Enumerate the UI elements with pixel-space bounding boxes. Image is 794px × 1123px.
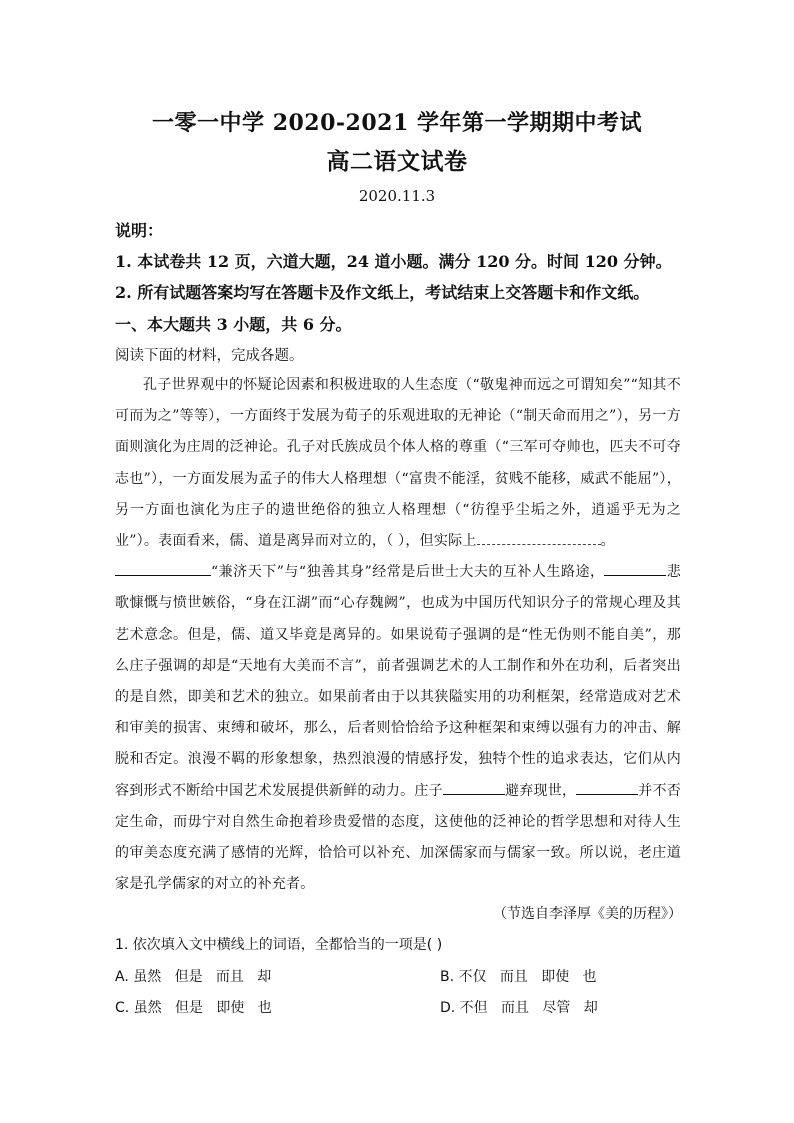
passage-text: “兼济天下”与“独善其身”经常是后世士大夫的互补人生路途， xyxy=(211,564,605,581)
option-c[interactable]: C. 虽然 但是 即使 也 xyxy=(115,1000,272,1016)
option-d[interactable]: D. 不但 而且 尽管 却 xyxy=(440,1000,598,1016)
answer-blank xyxy=(477,530,601,545)
passage-paragraph-1 xyxy=(115,370,681,557)
section-prompt: 阅读下面的材料，完成各题。 xyxy=(115,348,304,364)
question-stem: 1. 依次填入文中横线上的词语，全都恰当的一项是( ) xyxy=(115,937,443,953)
exam-title: 一零一中学 2020-2021 学年第一学期期中考试 xyxy=(152,110,642,136)
instruction-item-1: 1. 本试卷共 12 页，六道大题，24 道小题。满分 120 分。时间 120 分钟。 xyxy=(115,252,672,271)
passage-source: （节选自李泽厚《美的历程》） xyxy=(493,906,682,922)
exam-date: 2020.11.3 xyxy=(358,187,436,205)
option-b[interactable]: B. 不仅 而且 即使 也 xyxy=(440,969,597,985)
answer-blank xyxy=(443,780,505,795)
answer-blank xyxy=(115,561,211,576)
reading-passage xyxy=(115,370,681,900)
passage-text: 并不否定生命，而毋宁对自然生命抱着珍贵爱惜的态度，这使他的泛神论的哲学思想和对待人生的审美态度充满了感情的光辉，恰恰可以补充、加深儒家而与儒家一致。所以说，老庄道家是孔学儒家的对立的补充者。 xyxy=(115,782,682,893)
passage-text: 避弃现世， xyxy=(504,782,577,799)
section-heading: 一、本大题共 3 小题，共 6 分。 xyxy=(115,315,352,334)
passage-paragraph-2 xyxy=(115,557,681,900)
passage-text: 。 xyxy=(600,533,615,550)
answer-blank xyxy=(604,561,666,576)
exam-subtitle: 高二语文试卷 xyxy=(326,148,468,175)
answer-blank xyxy=(576,780,638,795)
passage-text: 悲歌慷慨与愤世嫉俗，“身在江湖”而“心存魏阙”，也成为中国历代知识分子的常规心理及其艺术意念。但是，儒、道又毕竟是离异的。如果说荀子强调的是“性无伪则不能自美”，那么庄子强调的却是“天地有大美而不言”，前者强调艺术的人工制作和外在功利，后者突出的是自然，即美和艺术的独立。如果前者由于以其狭隘实用的功利框架，经常造成对艺术和审美的损害、束缚和破坏，那么，后者则恰恰给予这种框架和束缚以强有力的冲击、解脱和否定。浪漫不羁的形象想象，热烈浪漫的情感抒发，独特个性的追求表达，它们从内容到形式不断给中国艺术发展提供新鲜的动力。庄子 xyxy=(115,564,681,799)
option-a[interactable]: A. 虽然 但是 而且 却 xyxy=(115,969,272,985)
instructions-label: 说明： xyxy=(115,221,164,240)
passage-text: 孔子世界观中的怀疑论因素和积极进取的人生态度（“敬鬼神而远之可谓知矣”“知其不可而为之”等等），一方面终于发展为荀子的乐观进取的无神论（“制天命而用之”），另一方面则演化为庄周的泛神论。孔子对氏族成员个体人格的尊重（“三军可夺帅也，匹夫不可夺志也”），一方面发展为孟子的伟大人格理想（“富贵不能淫，贫贱不能移，威武不能屈”），另一方面也演化为庄子的遗世绝俗的独立人格理想（“彷徨乎尘垢之外，逍遥乎无为之业”）。表面看来，儒、道是离异而对立的，（ ），但实际上 xyxy=(115,377,681,550)
instruction-item-2: 2. 所有试题答案均写在答题卡及作文纸上，考试结束上交答题卡和作文纸。 xyxy=(115,283,650,302)
